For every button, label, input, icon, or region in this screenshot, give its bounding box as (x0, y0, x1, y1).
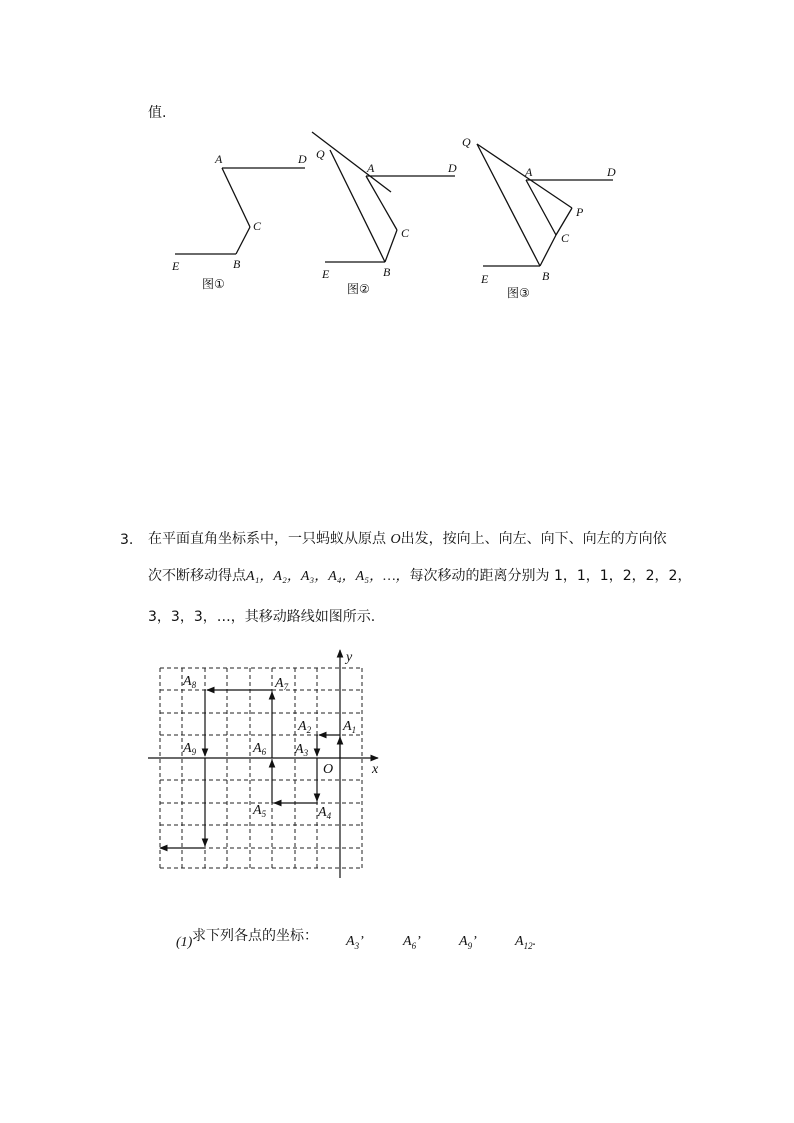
point-label-a5: $A_5$ (253, 803, 267, 819)
fig3-line-qb (477, 144, 540, 266)
fig2-label-a: A (367, 161, 375, 175)
answer-item-a9: $A_9$’ (459, 934, 477, 951)
fig3-line-ac (526, 180, 556, 235)
fig1-line-ac (222, 168, 250, 227)
fig3-label-d: D (607, 165, 616, 179)
answer-item-a6: $A_6$’ (403, 934, 421, 951)
problem-line-1-post: 出发，按向上、向左、向下、向左的方向依 (400, 531, 667, 547)
fig3-label-c: C (561, 231, 570, 245)
fig1-label-e: E (172, 259, 180, 273)
problem-line-2 (148, 566, 691, 587)
fig3-label-a: A (525, 165, 533, 179)
fig3-label-b: B (542, 269, 550, 283)
problem-line-2-post: 每次移动的距离分别为 1，1，1，2，2，2， (409, 568, 692, 584)
problem-number: 3. (120, 532, 134, 548)
fig3-label-q: Q (462, 135, 471, 149)
fig1-label-c: C (253, 219, 262, 233)
problem-line-1-pre: 在平面直角坐标系中，一只蚂蚁从原点 (148, 531, 391, 547)
fig3-caption: 图③ (507, 286, 530, 300)
origin-symbol: O (390, 532, 401, 547)
y-axis-label: y (346, 650, 353, 665)
fig2-label-c: C (401, 226, 410, 240)
fig1-caption: 图① (202, 277, 225, 291)
fig2-label-d: D (448, 161, 457, 175)
point-label-a7: $A_7$ (275, 676, 289, 692)
fig1-line-cb (236, 227, 250, 254)
fig2-label-q: Q (316, 147, 325, 161)
fig3-label-e: E (481, 272, 489, 286)
fig2-line-cb (385, 230, 397, 262)
point-label-a6: $A_6$ (253, 741, 267, 757)
fig2-label-b: B (383, 265, 391, 279)
origin-label: O (323, 762, 334, 777)
text-fragment: 值. (148, 105, 167, 121)
fig1-label-d: D (298, 152, 307, 166)
point-label-a4: $A_4$ (318, 805, 332, 821)
x-axis-label: x (372, 762, 379, 777)
point-label-a1: $A_1$ (343, 719, 357, 735)
fig2-line-qa (312, 132, 391, 192)
problem-line-3: 3，3，3，…，其移动路线如图所示. (148, 609, 376, 625)
fig2-label-e: E (322, 267, 330, 281)
problem-line-1 (148, 529, 667, 550)
answer-item-a12: $A_{12}$. (515, 934, 537, 951)
fig1-label-b: B (233, 257, 241, 271)
fig3-label-p: P (576, 205, 584, 219)
sub-question-prompt: 求下列各点的坐标： (192, 928, 318, 944)
geometry-figures (0, 120, 794, 310)
fig2-caption: 图② (347, 282, 370, 296)
fig3-line-cb (540, 235, 556, 266)
point-label-a2: $A_2$ (298, 719, 312, 735)
coordinate-grid (140, 645, 390, 885)
fig1-label-a: A (215, 152, 223, 166)
sub-question-number: (1) (176, 935, 193, 950)
points-sequence: A₁，A₂，A₃，A₄，A₅，…， (246, 569, 410, 584)
point-label-a8: $A_8$ (183, 674, 197, 690)
answer-item-a3: $A_3$’ (346, 934, 364, 951)
point-label-a9: $A_9$ (183, 741, 197, 757)
point-label-a3: $A_3$ (295, 742, 309, 758)
problem-line-2-pre: 次不断移动得点 (148, 568, 246, 584)
